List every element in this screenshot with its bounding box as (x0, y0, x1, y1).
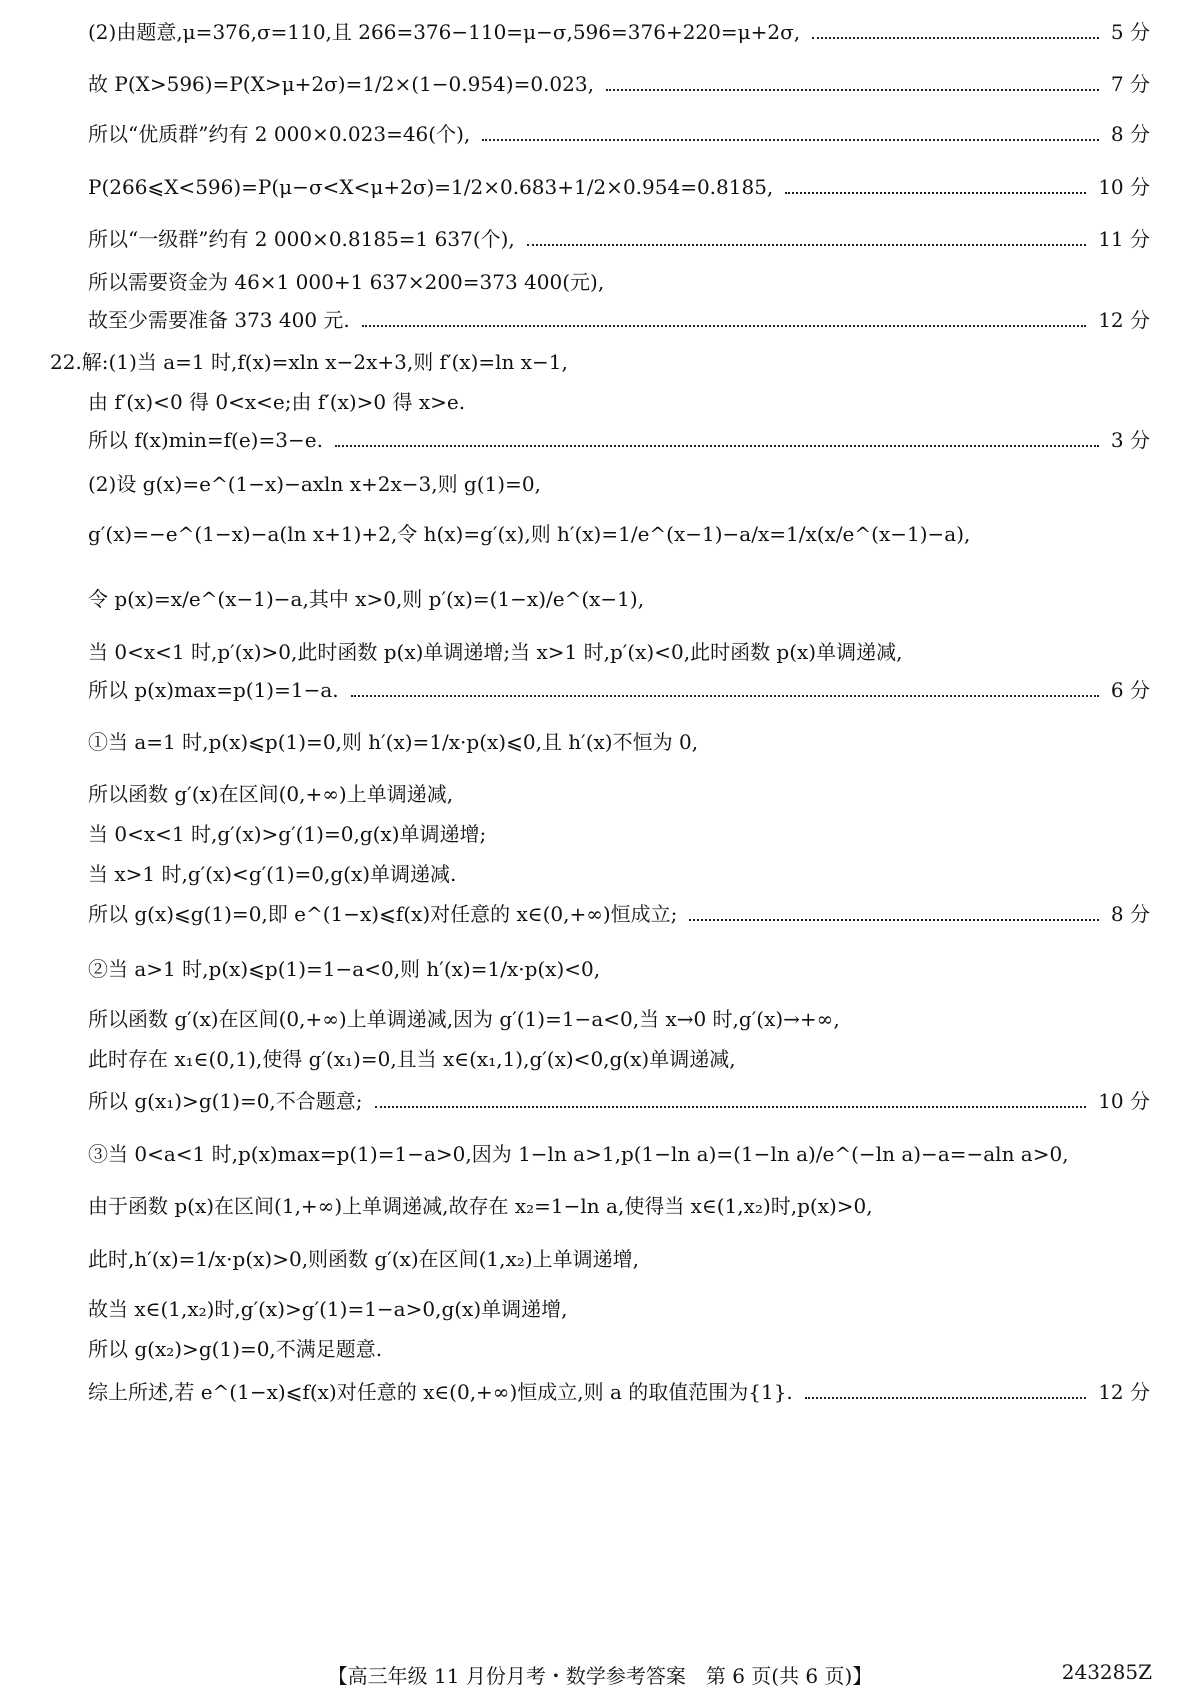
solution-line (88, 120, 1150, 148)
score-label: 6 分 (1110, 678, 1150, 702)
line-text: ②当 a>1 时,p(x)⩽p(1)=1−a<0,则 h′(x)=1/x·p(x)<0, (88, 957, 601, 981)
leader-dots (362, 325, 1086, 327)
leader-dots (805, 1397, 1086, 1399)
line-text: 所以 f(x)min=f(e)=3−e. (88, 428, 323, 452)
solution-line (88, 306, 1150, 334)
score-label: 11 分 (1098, 227, 1150, 251)
line-text: 故 P(X>596)=P(X>μ+2σ)=1/2×(1−0.954)=0.023, (88, 72, 594, 96)
line-text: 当 0<x<1 时,g′(x)>g′(1)=0,g(x)单调递增; (88, 822, 487, 846)
solution-line (88, 173, 1150, 201)
solution-line (88, 470, 1150, 498)
line-text: 令 p(x)=x/e^(x−1)−a,其中 x>0,则 p′(x)=(1−x)/e^(x−1), (88, 587, 645, 611)
leader-dots (785, 192, 1086, 194)
line-text: 所以“优质群”约有 2 000×0.023=46(个), (88, 122, 471, 146)
line-text: 所以 g(x)⩽g(1)=0,即 e^(1−x)⩽f(x)对任意的 x∈(0,+∞)恒成立; (88, 902, 678, 926)
solution-line (88, 1087, 1150, 1115)
score-label: 3 分 (1110, 428, 1150, 452)
line-text: 所以 g(x₁)>g(1)=0,不合题意; (88, 1089, 363, 1113)
solution-line (88, 820, 1150, 848)
solution-line (88, 1295, 1150, 1323)
solution-line (88, 585, 1150, 613)
solution-line (88, 676, 1150, 704)
leader-dots (351, 695, 1099, 697)
line-text: 故当 x∈(1,x₂)时,g′(x)>g′(1)=1−a>0,g(x)单调递增, (88, 1297, 568, 1321)
line-text: 由 f′(x)<0 得 0<x<e;由 f′(x)>0 得 x>e. (88, 390, 466, 414)
solution-line (88, 780, 1150, 808)
line-text: 由于函数 p(x)在区间(1,+∞)上单调递减,故存在 x₂=1−ln a,使得当 x∈(1,x₂)时,p(x)>0, (88, 1194, 873, 1218)
solution-line (88, 520, 1150, 548)
solution-line (88, 70, 1150, 98)
solution-line (88, 1378, 1150, 1406)
line-text: 22.解:(1)当 a=1 时,f(x)=xln x−2x+3,则 f′(x)=ln x−1, (50, 350, 568, 374)
footer-code: 243285Z (1061, 1660, 1152, 1684)
solution-line (88, 900, 1150, 928)
solution-line (88, 225, 1150, 253)
leader-dots (527, 244, 1086, 246)
line-text: ③当 0<a<1 时,p(x)max=p(1)=1−a>0,因为 1−ln a>1,p(1−ln a)=(1−ln a)/e^(−ln a)−a=−aln a>0, (88, 1142, 1069, 1166)
leader-dots (375, 1106, 1087, 1108)
line-text: 所以 p(x)max=p(1)=1−a. (88, 678, 339, 702)
solution-line (88, 1005, 1150, 1033)
line-text: 此时存在 x₁∈(0,1),使得 g′(x₁)=0,且当 x∈(x₁,1),g′(x)<0,g(x)单调递减, (88, 1047, 736, 1071)
leader-dots (606, 89, 1099, 91)
score-label: 5 分 (1110, 20, 1150, 44)
solution-line (88, 1245, 1150, 1273)
line-text: 所以函数 g′(x)在区间(0,+∞)上单调递减,因为 g′(1)=1−a<0,当 x→0 时,g′(x)→+∞, (88, 1007, 840, 1031)
leader-dots (335, 445, 1099, 447)
line-text: 当 x>1 时,g′(x)<g′(1)=0,g(x)单调递减. (88, 862, 457, 886)
line-text: P(266⩽X<596)=P(μ−σ<X<μ+2σ)=1/2×0.683+1/2×0.954=0.8185, (88, 175, 774, 199)
solution-line (88, 426, 1150, 454)
solution-line (88, 18, 1150, 46)
score-label: 8 分 (1110, 902, 1150, 926)
line-text: 综上所述,若 e^(1−x)⩽f(x)对任意的 x∈(0,+∞)恒成立,则 a 的取值范围为{1}. (88, 1380, 793, 1404)
line-text: 所以函数 g′(x)在区间(0,+∞)上单调递减, (88, 782, 454, 806)
solution-line (88, 1045, 1150, 1073)
line-text: 所以需要资金为 46×1 000+1 637×200=373 400(元), (88, 270, 605, 294)
leader-dots (689, 919, 1098, 921)
solution-line (88, 638, 1150, 666)
line-text: 故至少需要准备 373 400 元. (88, 308, 350, 332)
line-text: 当 0<x<1 时,p′(x)>0,此时函数 p(x)单调递增;当 x>1 时,p′(x)<0,此时函数 p(x)单调递减, (88, 640, 903, 664)
leader-dots (482, 139, 1099, 141)
line-text: (2)由题意,μ=376,σ=110,且 266=376−110=μ−σ,596=376+220=μ+2σ, (88, 20, 801, 44)
footer-title: 【高三年级 11 月份月考・数学参考答案 第 6 页(共 6 页)】 (327, 1664, 873, 1688)
solution-line (88, 1140, 1150, 1168)
line-text: g′(x)=−e^(1−x)−a(ln x+1)+2,令 h(x)=g′(x),则 h′(x)=1/e^(x−1)−a/x=1/x(x/e^(x−1)−a), (88, 522, 971, 546)
line-text: (2)设 g(x)=e^(1−x)−axln x+2x−3,则 g(1)=0, (88, 472, 541, 496)
solution-line (88, 1335, 1150, 1363)
score-label: 10 分 (1098, 1089, 1150, 1113)
line-text: 所以“一级群”约有 2 000×0.8185=1 637(个), (88, 227, 515, 251)
solution-line (88, 955, 1150, 983)
score-label: 12 分 (1098, 308, 1150, 332)
solution-line (88, 388, 1150, 416)
solution-line (88, 728, 1150, 756)
score-label: 7 分 (1110, 72, 1150, 96)
score-label: 8 分 (1110, 122, 1150, 146)
line-text: 此时,h′(x)=1/x·p(x)>0,则函数 g′(x)在区间(1,x₂)上单调递增, (88, 1247, 639, 1271)
solution-line (88, 860, 1150, 888)
solution-line (50, 348, 1150, 376)
score-label: 10 分 (1098, 175, 1150, 199)
line-text: 所以 g(x₂)>g(1)=0,不满足题意. (88, 1337, 383, 1361)
leader-dots (812, 37, 1099, 39)
solution-line (88, 268, 1150, 296)
line-text: ①当 a=1 时,p(x)⩽p(1)=0,则 h′(x)=1/x·p(x)⩽0,且 h′(x)不恒为 0, (88, 730, 699, 754)
solution-line (88, 1192, 1150, 1220)
score-label: 12 分 (1098, 1380, 1150, 1404)
